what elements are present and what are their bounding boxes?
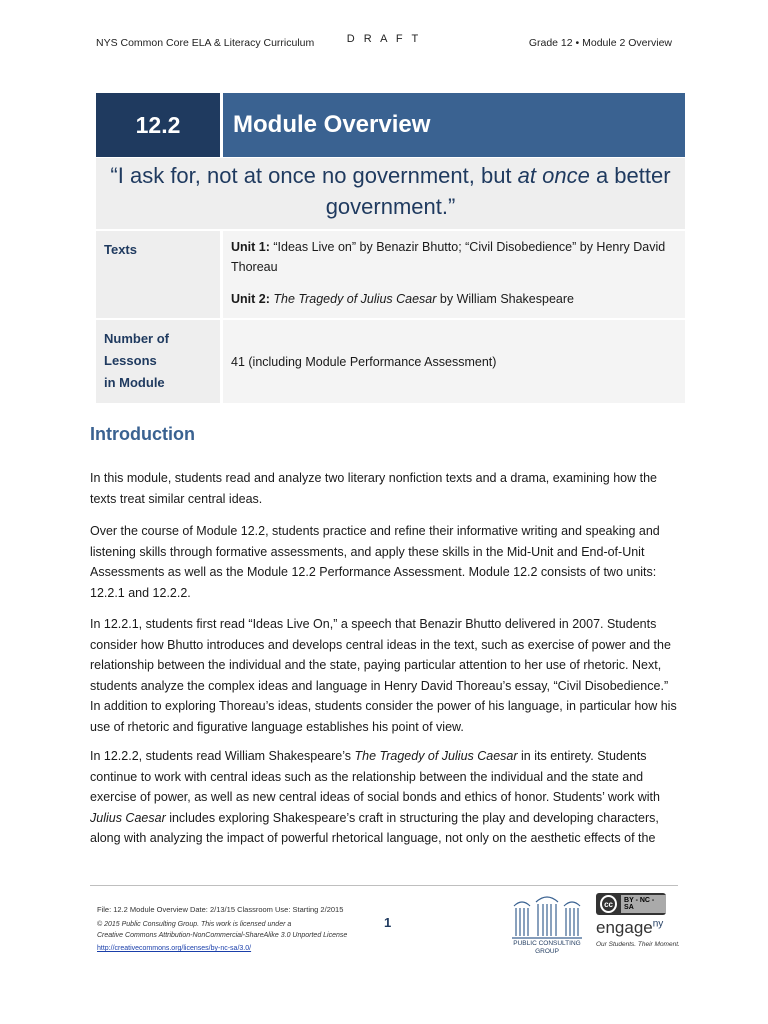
- module-number: 12.2: [96, 93, 220, 157]
- engageny-tagline: Our Students. Their Moment.: [596, 941, 680, 948]
- quote-part-1: “I ask for, not at once no government, but: [110, 163, 518, 188]
- p4-play-title: The Tragedy of Julius Caesar: [354, 749, 518, 763]
- texts-label: Texts: [96, 231, 220, 318]
- engage-text: engage: [596, 918, 653, 937]
- texts-value: [223, 231, 685, 318]
- p4-text-c: includes exploring Shakespeare’s craft in structuring the play and developing characters, along with analyzing the impact of powerful rhetorical language, not only on the aesthetic effects of the: [90, 810, 659, 845]
- intro-paragraph-4: [90, 746, 680, 849]
- pcg-name-line-2: GROUP: [535, 948, 559, 955]
- footer-license-link[interactable]: http://creativecommons.org/licenses/by-nc-sa/3.0/: [97, 945, 252, 952]
- footer-license-1: © 2015 Public Consulting Group. This work is licensed under a: [97, 921, 292, 928]
- unit-1-text: “Ideas Live on” by Benazir Bhutto; “Civil Disobedience” by Henry David Thoreau: [231, 240, 666, 274]
- header-curriculum: NYS Common Core ELA & Literacy Curriculum: [96, 37, 315, 49]
- pcg-name: [508, 940, 586, 956]
- unit-2-title: The Tragedy of Julius Caesar: [273, 292, 437, 306]
- unit-1-label: Unit 1:: [231, 240, 270, 254]
- footer-divider: [90, 885, 678, 886]
- p4-text-b: in its entirety. Students continue to work with central ideas such as the relationship between the individual and the state and exercise of power, as well as new central ideas of social bonds and ethics of honor. Students’ work with: [90, 749, 660, 804]
- introduction-heading: Introduction: [90, 424, 195, 444]
- p4-text-a: In 12.2.2, students read William Shakespeare’s: [90, 749, 355, 763]
- intro-paragraph-3: In 12.2.1, students first read “Ideas Live On,” a speech that Benazir Bhutto delivered in 2007. Students consider how Bhutto introduces and develops central ideas in the text, such as exercise of power and the relationship between the individual and the state, paying particular attention to her use of rhetoric. Next, students analyze the complex ideas and language in Henry David Thoreau’s essay, “Civil Disobedience.” In addition to exploring Thoreau’s ideas, students consider the power of his language, in particular how his use of rhetoric and figurative language establishes his point of view.: [90, 617, 677, 734]
- lessons-label-line-1: Number of: [104, 331, 169, 346]
- title-banner: [96, 93, 685, 157]
- engage-sup: ny: [652, 918, 664, 930]
- table-row-texts: [96, 231, 685, 318]
- lessons-label-line-3: in Module: [104, 375, 165, 390]
- footer-license-2: Creative Commons Attribution-NonCommercial-ShareAlike 3.0 Unported License: [97, 932, 348, 939]
- p4-play-short-title: Julius Caesar: [90, 810, 166, 825]
- header-grade-module: Grade 12 • Module 2 Overview: [528, 37, 672, 49]
- intro-paragraph-2: Over the course of Module 12.2, students practice and refine their informative writing and speaking and listening skills through formative assessments, and apply these skills in the Mid-Unit and End-of-Unit Assessments as well as the Module 12.2 Performance Assessment. Module 12.2 consists of two units: 12.2.1 and 12.2.2.: [90, 524, 660, 600]
- page-number: 1: [384, 915, 392, 930]
- lessons-label: [96, 320, 220, 403]
- quote-emphasis: at once: [517, 163, 590, 188]
- cc-terms: BY - NC - SA: [621, 895, 666, 913]
- unit-2-author: by William Shakespeare: [436, 292, 574, 306]
- unit-2-label: Unit 2:: [231, 292, 270, 306]
- page-title: Module Overview: [223, 93, 685, 157]
- footer-file-info: File: 12.2 Module Overview Date: 2/13/15 Classroom Use: Starting 2/2015: [97, 905, 344, 914]
- table-row-lessons: [96, 320, 685, 403]
- unit-2-line: [231, 289, 677, 309]
- intro-paragraph-1: In this module, students read and analyze two literary nonfiction texts and a drama, examining how the texts treat similar central ideas.: [90, 471, 657, 506]
- lessons-label-line-2: Lessons: [104, 353, 157, 368]
- unit-1-line: [231, 237, 677, 277]
- lessons-value: 41 (including Module Performance Assessment): [223, 320, 685, 403]
- header-draft: D R A F T: [346, 33, 422, 45]
- cc-symbol-icon: cc: [600, 895, 617, 913]
- module-quote: [96, 158, 685, 229]
- engageny-logo: [596, 918, 663, 938]
- creative-commons-badge: [596, 893, 666, 915]
- quote-part-2: a better government.”: [325, 163, 671, 219]
- pcg-name-line-1: PUBLIC CONSULTING: [513, 940, 581, 947]
